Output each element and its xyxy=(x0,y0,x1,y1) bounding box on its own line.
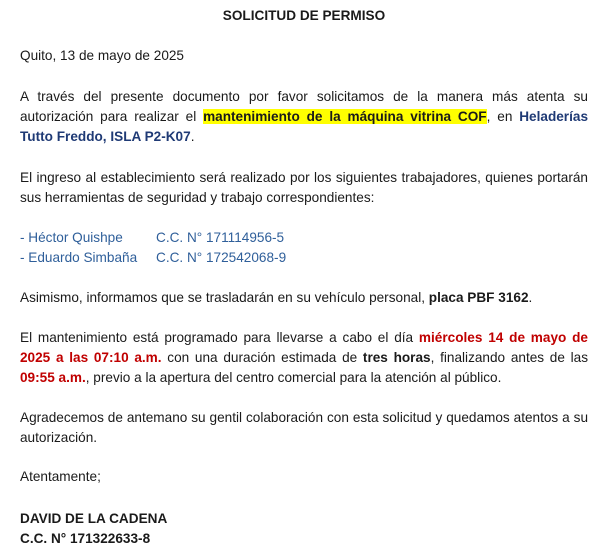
date-line: Quito, 13 de mayo de 2025 xyxy=(20,48,184,63)
vehicle-text-end: . xyxy=(528,290,533,305)
company-location: Heladerías Tutto Freddo, ISLA P2-K07 xyxy=(20,109,588,144)
request-text-start: A través del presente documento por favor solicitamos de la manera más atenta su autorización para realizar el xyxy=(20,89,588,124)
request-text-end: . xyxy=(190,129,195,144)
schedule-end-time: 09:55 a.m. xyxy=(20,370,86,385)
schedule-text-end: , previo a la apertura del centro comercial para la atención al público. xyxy=(85,370,502,385)
schedule-text-start: El mantenimiento está programado para llevarse a cabo el día xyxy=(20,330,419,345)
signature-block xyxy=(20,509,588,549)
document-title: SOLICITUD DE PERMISO xyxy=(222,8,386,23)
worker-name: - Eduardo Simbaña xyxy=(20,250,138,265)
thanks-paragraph: Agradecemos de antemano su gentil colaboración con esta solicitud y quedamos atentos a su autorización. xyxy=(20,410,588,445)
worker-name: - Héctor Quishpe xyxy=(20,230,123,245)
worker-id: C.C. N° 172542068-9 xyxy=(156,250,287,265)
signer-id: C.C. N° 171322633-8 xyxy=(20,531,151,546)
signer-name: DAVID DE LA CADENA xyxy=(20,511,168,526)
request-text-mid: , en xyxy=(486,109,520,124)
worker-row xyxy=(20,228,588,248)
schedule-paragraph xyxy=(20,328,588,388)
schedule-text-mid: con una duración estimada de xyxy=(161,350,363,365)
vehicle-paragraph xyxy=(20,288,588,308)
schedule-duration: tres horas xyxy=(362,350,431,365)
schedule-text-mid2: , finalizando antes de las xyxy=(430,350,589,365)
closing-line: Atentamente; xyxy=(20,469,101,484)
worker-row xyxy=(20,248,588,268)
vehicle-text-start: Asimismo, informamos que se trasladarán en su vehículo personal, xyxy=(20,290,429,305)
schedule-datetime: miércoles 14 de mayo de 2025 a las 07:10 a.m. xyxy=(20,330,588,365)
worker-id: C.C. N° 171114956-5 xyxy=(156,230,285,245)
request-paragraph xyxy=(20,87,588,147)
highlighted-service: mantenimiento de la máquina vitrina COF xyxy=(203,109,487,124)
vehicle-plate: placa PBF 3162 xyxy=(428,290,529,305)
workers-list xyxy=(20,228,588,268)
workers-intro-paragraph: El ingreso al establecimiento será realizado por los siguientes trabajadores, quienes portarán sus herramientas de seguridad y trabajo correspondientes: xyxy=(20,170,588,205)
